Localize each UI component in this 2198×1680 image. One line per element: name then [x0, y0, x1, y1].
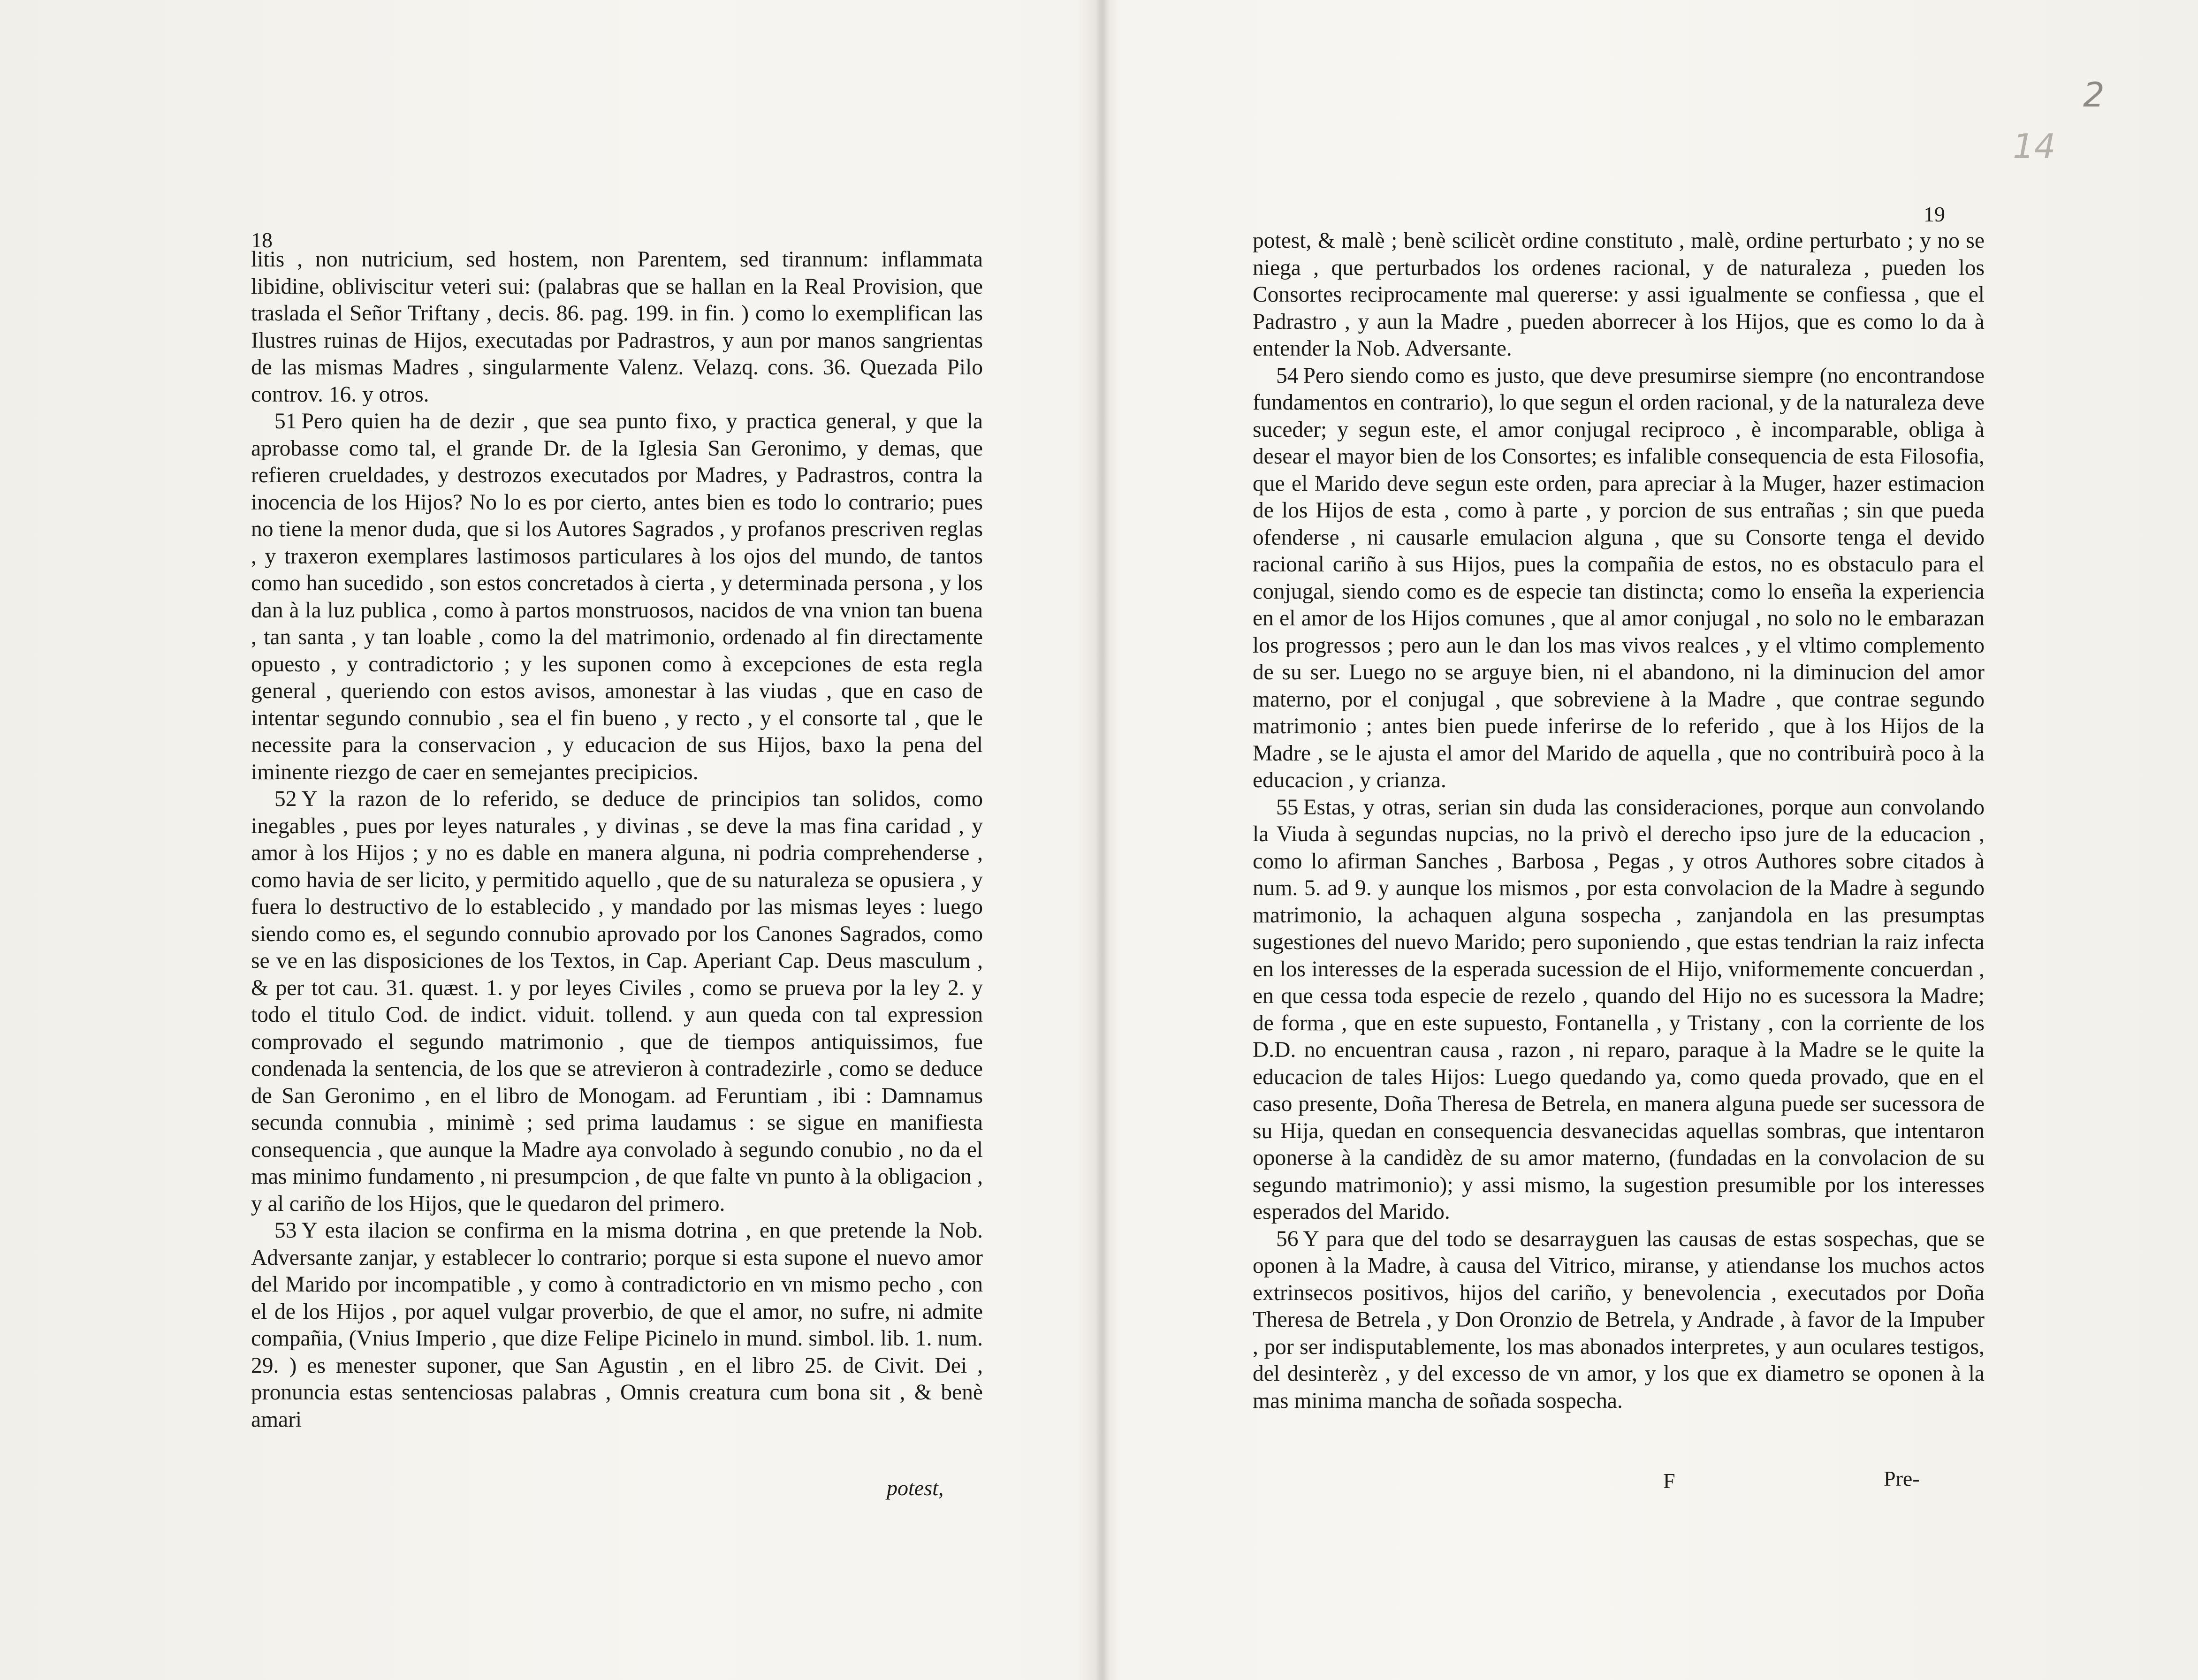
paragraph-text: potest, & malè ; benè scilicèt ordine constituto , malè, ordine perturbato ; y no se niega , que perturbados los ordenes racional, y de naturaleza , pueden los Consortes reciprocamente mal quererse: y assi igualmente se confiessa , que el Padrastro , y aun la Madre , pueden aborrecer à los Hijos, que es como lo da à entender la Nob. Adversante.: [1253, 228, 1985, 361]
left-page-number: 18: [251, 228, 273, 252]
paragraph-text: Estas, y otras, serian sin duda las consideraciones, porque aun convolando la Viuda à segundas nupcias, no la privò el derecho ipso jure de la educacion , como lo afirman Sanches , Barbosa , Pegas , y otros Authores sobre citados à num. 5. ad 9. y aunque los mismos , por esta convolacion de la Madre à segundo matrimonio, la achaquen alguna sospecha , zanjandola en las presumptas sugestiones del nuevo Marido; pero suponiendo , que estas tendrian la raiz infecta en los interesses de la esperada sucession de el Hijo, vniformemente concuerdan , en que cessa toda especie de rezelo , quando del Hijo no es sucessora la Madre; de forma , que en este supuesto, Fontanella , y Tristany , con la corriente de los D.D. no encuentran causa , razon , ni reparo, paraque à la Madre se le quite la educacion de tales Hijos: Luego quedando ya, como queda provado, que en el caso presente, Doña Theresa de Betrela, en manera alguna puede ser sucessora de su Hija, quedan en consequencia desvanecidas aquellas sombras, que intentaron oponerse à la candidèz de su amor materno, (fundadas en la convolacion de su segundo matrimonio); y assi mismo, la sugestion presumible por los interesses esperados del Marido.: [1253, 795, 1985, 1224]
paragraph-text: Pero quien ha de dezir , que sea punto fixo, y practica general, y que la aprobasse como tal, el grande Dr. de la Iglesia San Geronimo, y demas, que refieren crueldades, y destrozos executados por Madres, y Padrastros, contra la inocencia de los Hijos? No lo es por cierto, antes bien es todo lo contrario; pues no tiene la menor duda, que si los Autores Sagrados , y profanos prescriven reglas , y traxeron exemplares lastimosos particulares à los ojos del mundo, de tantos como han sucedido , son estos concretados à cierta , y determinada persona , y los dan à la luz publica , como à partos monstruosos, nacidos de vna vnion tan buena , tan santa , y tan loable , como la del matrimonio, ordenado al fin directamente opuesto , y contradictorio ; y les suponen como à excepciones de esta regla general , queriendo con estos avisos, amonestar à las viudas , que en caso de intentar segundo connubio , sea el fin bueno , y recto , y el consorte tal , que le necessite para la conservacion , y educacion de sus Hijos, baxo la pena del iminente riezgo de caer en semejantes precipicios.: [251, 409, 983, 784]
right-page-number: 19: [1924, 202, 1945, 226]
paragraph: [1253, 363, 1985, 794]
paragraph-text: Y para que del todo se desarrayguen las causas de estas sospechas, que se oponen à la Madre, à causa del Vitrico, miranse, y atiendanse los muchos actos extrinsecos positivos, hijos del cariño, y benevolencia , executados por Doña Theresa de Betrela , y Don Oronzio de Betrela, y Andrade , à favor de la Impuber , por ser indisputablemente, los mas abonados interpretes, y aun oculares testigos, del desinterèz , y del excesso de vn amor, y los que ex diametro se oponen à la mas minima mancha de soñada sospecha.: [1253, 1226, 1985, 1413]
paragraph-text: Y esta ilacion se confirma en la misma dotrina , en que pretende la Nob. Adversante zanjar, y establecer lo contrario; porque si esta supone el nuevo amor del Marido por incompatible , y como à contradictorio en vn mismo pecho , con el de los Hijos , por aquel vulgar proverbio, de que el amor, no sufre, ni admite compañia, (Vnius Imperio , que dize Felipe Picinelo in mund. simbol. lib. 1. num. 29. ) es menester suponer, que San Agustin , en el libro 25. de Civit. Dei , pronuncia estas sentenciosas palabras , Omnis creatura cum bona sit , & benè amari: [251, 1218, 983, 1432]
paragraph-number: 52: [274, 787, 297, 811]
paragraph-text: Y la razon de lo referido, se deduce de principios tan solidos, como inegables , pues por leyes naturales , y divinas , se deve la mas fina caridad , y amor à los Hijos ; y no es dable en manera alguna, ni podria comprehenderse , como havia de ser licito, y permitido aquello , que de su naturaleza se opusiera , y fuera lo destructivo de lo establecido , y mandado por las mismas leyes : luego siendo como es, el segundo connubio aprovado por los Canones Sagrados, como se ve en las disposiciones de los Textos, in Cap. Aperiant Cap. Deus masculum , & per tot cau. 31. quæst. 1. y por leyes Civiles , como se prueva por la ley 2. y todo el titulo Cod. de indict. viduit. tollend. y aun queda con tal expression comprovado el segundo matrimonio , que de tiempos antiquissimos, fue condenada la sentencia, de los que se atrevieron à contradezirle , como se deduce de San Geronimo , en el libro de Monogam. ad Feruntiam , ibi : Damnamus secunda connubia , minimè ; sed prima laudamus : se sigue en manifiesta consequencia , que aunque la Madre aya convolado à segundo conubio , no da el mas minimo fundamento , ni presumpcion , de que falte vn punto à la obligacion , y al cariño de los Hijos, que le quedaron del primero.: [251, 787, 983, 1216]
paragraph-text: litis , non nutricium, sed hostem, non Parentem, sed tirannum: inflammata libidine, obliviscitur veteri sui: (palabras que se hallan en la Real Provision, que traslada el Señor Triftany , decis. 86. pag. 199. in fin. ) como lo exemplifican las Ilustres ruinas de Hijos, executadas por Padrastros, y aun por manos sangrientas de las mismas Madres , singularmente Valenz. Velazq. cons. 36. Quezada Pilo controv. 16. y otros.: [251, 247, 983, 407]
left-catchword: potest,: [887, 1476, 944, 1500]
paragraph: [1253, 228, 1985, 363]
signature-mark: F: [1663, 1469, 1675, 1493]
paragraph: [251, 246, 983, 408]
paragraph-number: 54: [1276, 363, 1299, 388]
right-catchword: Pre-: [1884, 1467, 1920, 1490]
paragraph: [251, 1217, 983, 1433]
left-page-text: [251, 246, 983, 1433]
manuscript-folio-mark: 2: [2083, 75, 2105, 114]
paragraph-text: Pero siendo como es justo, que deve presumirse siempre (no encontrandose fundamentos en contrario), lo que segun el orden racional, y de la naturaleza deve suceder; y segun este, el amor conjugal reciproco , è incomparable, obliga à desear el mayor bien de los Consortes; es infalible consequencia de esta Filosofia, que el Marido deve segun este orden, para apreciar à la Muger, hazer estimacion de los Hijos de esta , como à parte , y porcion de sus entrañas ; sin que pueda ofenderse , ni causarle emulacion alguna , que su Consorte tenga el devido racional cariño à sus Hijos, pues la compañia de estos, no es obstaculo para el conjugal, siendo como es de especie tan distincta; como lo enseña la experiencia en el amor de los Hijos comunes , que al amor conjugal , no solo no le embarazan los progressos ; pero aun le dan los mas vivos realces , y el vltimo complemento de su ser. Luego no se arguye bien, ni el abandono, ni la diminucion del amor materno, por el conjugal , que sobreviene à la Madre , que contrae segundo matrimonio ; antes bien puede inferirse de lo referido , que à los Hijos de la Madre , se le ajusta el amor del Marido de aquella , que no contribuirà poco à la educacion , y crianza.: [1253, 363, 1985, 792]
paragraph: [1253, 1226, 1985, 1415]
paragraph-number: 56: [1276, 1226, 1299, 1251]
paragraph-number: 53: [274, 1218, 297, 1243]
manuscript-faint-mark: 14: [2013, 127, 2056, 166]
paragraph: [1253, 794, 1985, 1226]
paragraph: [251, 408, 983, 786]
book-gutter: [1095, 0, 1110, 1680]
paragraph-number: 51: [274, 409, 297, 433]
right-page-text: [1253, 228, 1985, 1414]
paragraph: [251, 786, 983, 1217]
paragraph-number: 55: [1276, 795, 1299, 820]
